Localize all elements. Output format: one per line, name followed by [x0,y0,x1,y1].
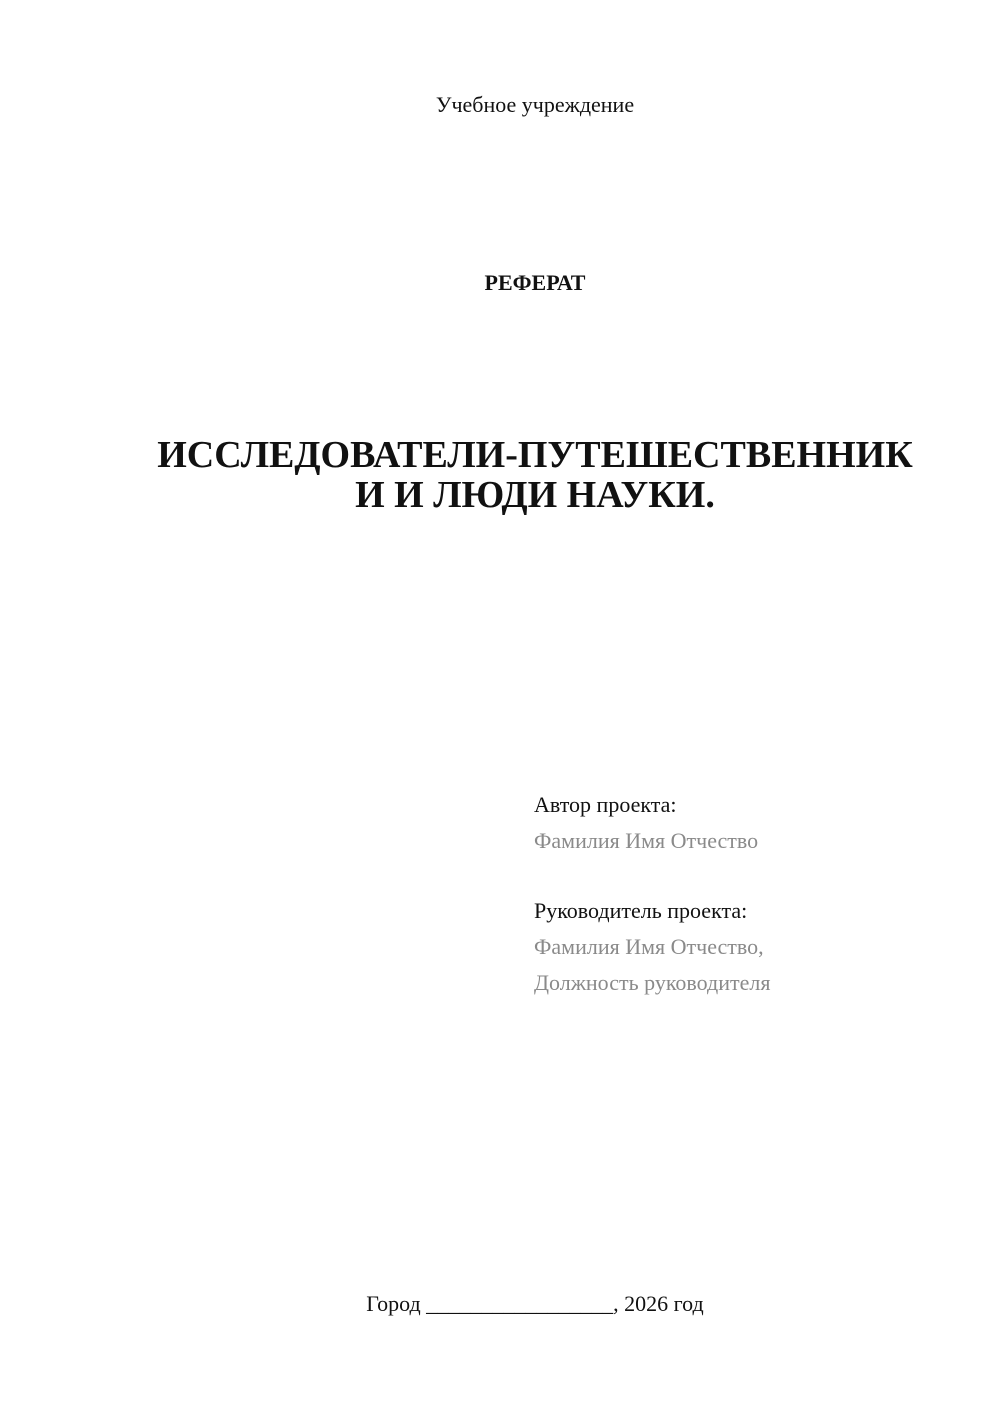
document-title-line-2: И И ЛЮДИ НАУКИ. [355,474,715,516]
city-year-line: Город _________________, 2026 год [366,1291,704,1316]
author-name: Фамилия Имя Отчество [534,828,759,853]
info-spacer [534,859,974,893]
author-label: Автор проекта: [534,792,677,817]
supervisor-position: Должность руководителя [534,970,771,995]
project-info [534,787,974,1001]
institution-name: Учебное учреждение [435,92,635,117]
supervisor-label: Руководитель проекта: [534,898,748,923]
supervisor-name: Фамилия Имя Отчество, [534,934,764,959]
document-type: РЕФЕРАТ [484,270,586,295]
document-title [150,435,920,515]
document-title-line-1: ИССЛЕДОВАТЕЛИ-ПУТЕШЕСТВЕННИК [157,434,913,476]
